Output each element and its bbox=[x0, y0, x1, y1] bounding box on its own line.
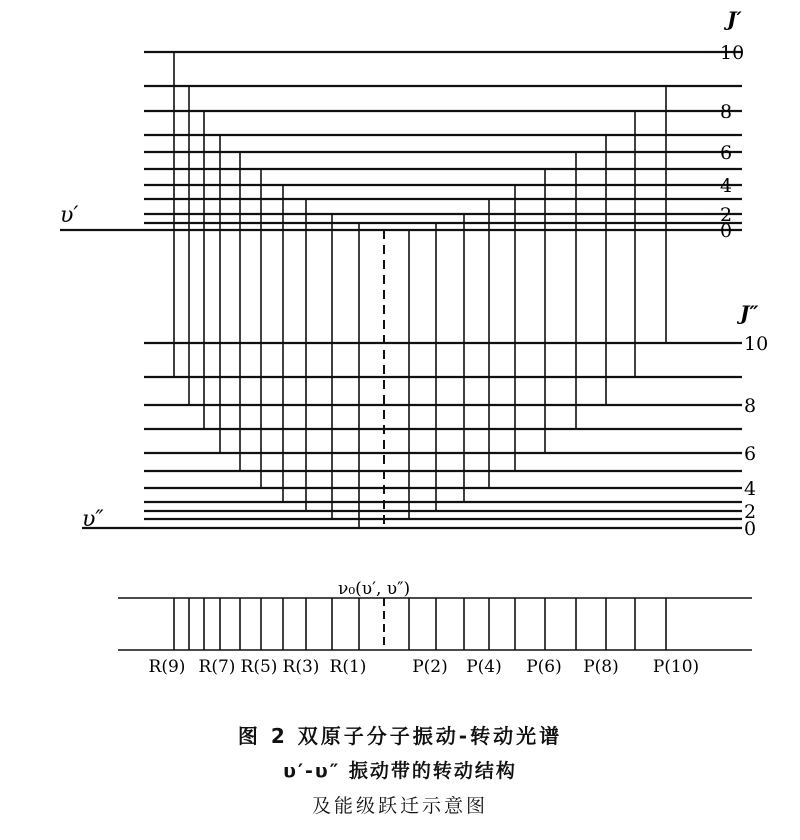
figure-caption-subtitle: υ′-υ″ 振动带的转动结构 bbox=[283, 760, 517, 782]
lower-tick-label-J10: 10 bbox=[744, 333, 769, 355]
figure-caption-title: 图 2 双原子分子振动-转动光谱 bbox=[237, 724, 563, 748]
upper-tick-label-J4: 4 bbox=[720, 175, 733, 197]
spectrum-label-P2: P(2) bbox=[412, 657, 448, 677]
upper-tick-label-J0: 0 bbox=[720, 220, 733, 242]
spectrum-label-P8: P(8) bbox=[583, 657, 619, 677]
lower-tick-label-J0: 0 bbox=[744, 518, 757, 540]
spectrum-label-P4: P(4) bbox=[466, 657, 502, 677]
band-origin-label: ν₀(υ′, υ″) bbox=[338, 579, 411, 599]
spectrum-label-R5: R(5) bbox=[240, 657, 278, 677]
spectrum-label-R7: R(7) bbox=[198, 657, 236, 677]
spectrum-label-R1: R(1) bbox=[329, 657, 367, 677]
upper-tick-label-J6: 6 bbox=[720, 142, 733, 164]
lower-rot-axis-label: J″ bbox=[740, 301, 759, 325]
spectrum-label-P10: P(10) bbox=[652, 657, 700, 677]
lower-tick-label-J4: 4 bbox=[744, 478, 757, 500]
upper-tick-label-J8: 8 bbox=[720, 101, 733, 123]
lower-tick-label-J8: 8 bbox=[744, 395, 757, 417]
figure-caption-subtitle-2: 及能级跃迁示意图 bbox=[311, 795, 488, 817]
lower-rotational-levels bbox=[82, 333, 768, 540]
lower-tick-label-J6: 6 bbox=[744, 443, 757, 465]
lower-tick-label-J2: 2 bbox=[744, 501, 757, 523]
spectrum-label-R3: R(3) bbox=[282, 657, 320, 677]
lower-vib-label: υ″ bbox=[82, 507, 104, 532]
upper-rotational-levels bbox=[60, 42, 744, 242]
transition-lines bbox=[174, 52, 666, 528]
upper-rot-axis-label: J′ bbox=[727, 7, 742, 31]
spectrum-panel bbox=[118, 598, 752, 677]
upper-tick-label-J10: 10 bbox=[720, 42, 745, 64]
spectrum-label-P6: P(6) bbox=[526, 657, 562, 677]
spectrum-label-R9: R(9) bbox=[148, 657, 186, 677]
upper-tick-label-J2: 2 bbox=[720, 204, 733, 226]
upper-vib-label: υ′ bbox=[60, 203, 79, 228]
